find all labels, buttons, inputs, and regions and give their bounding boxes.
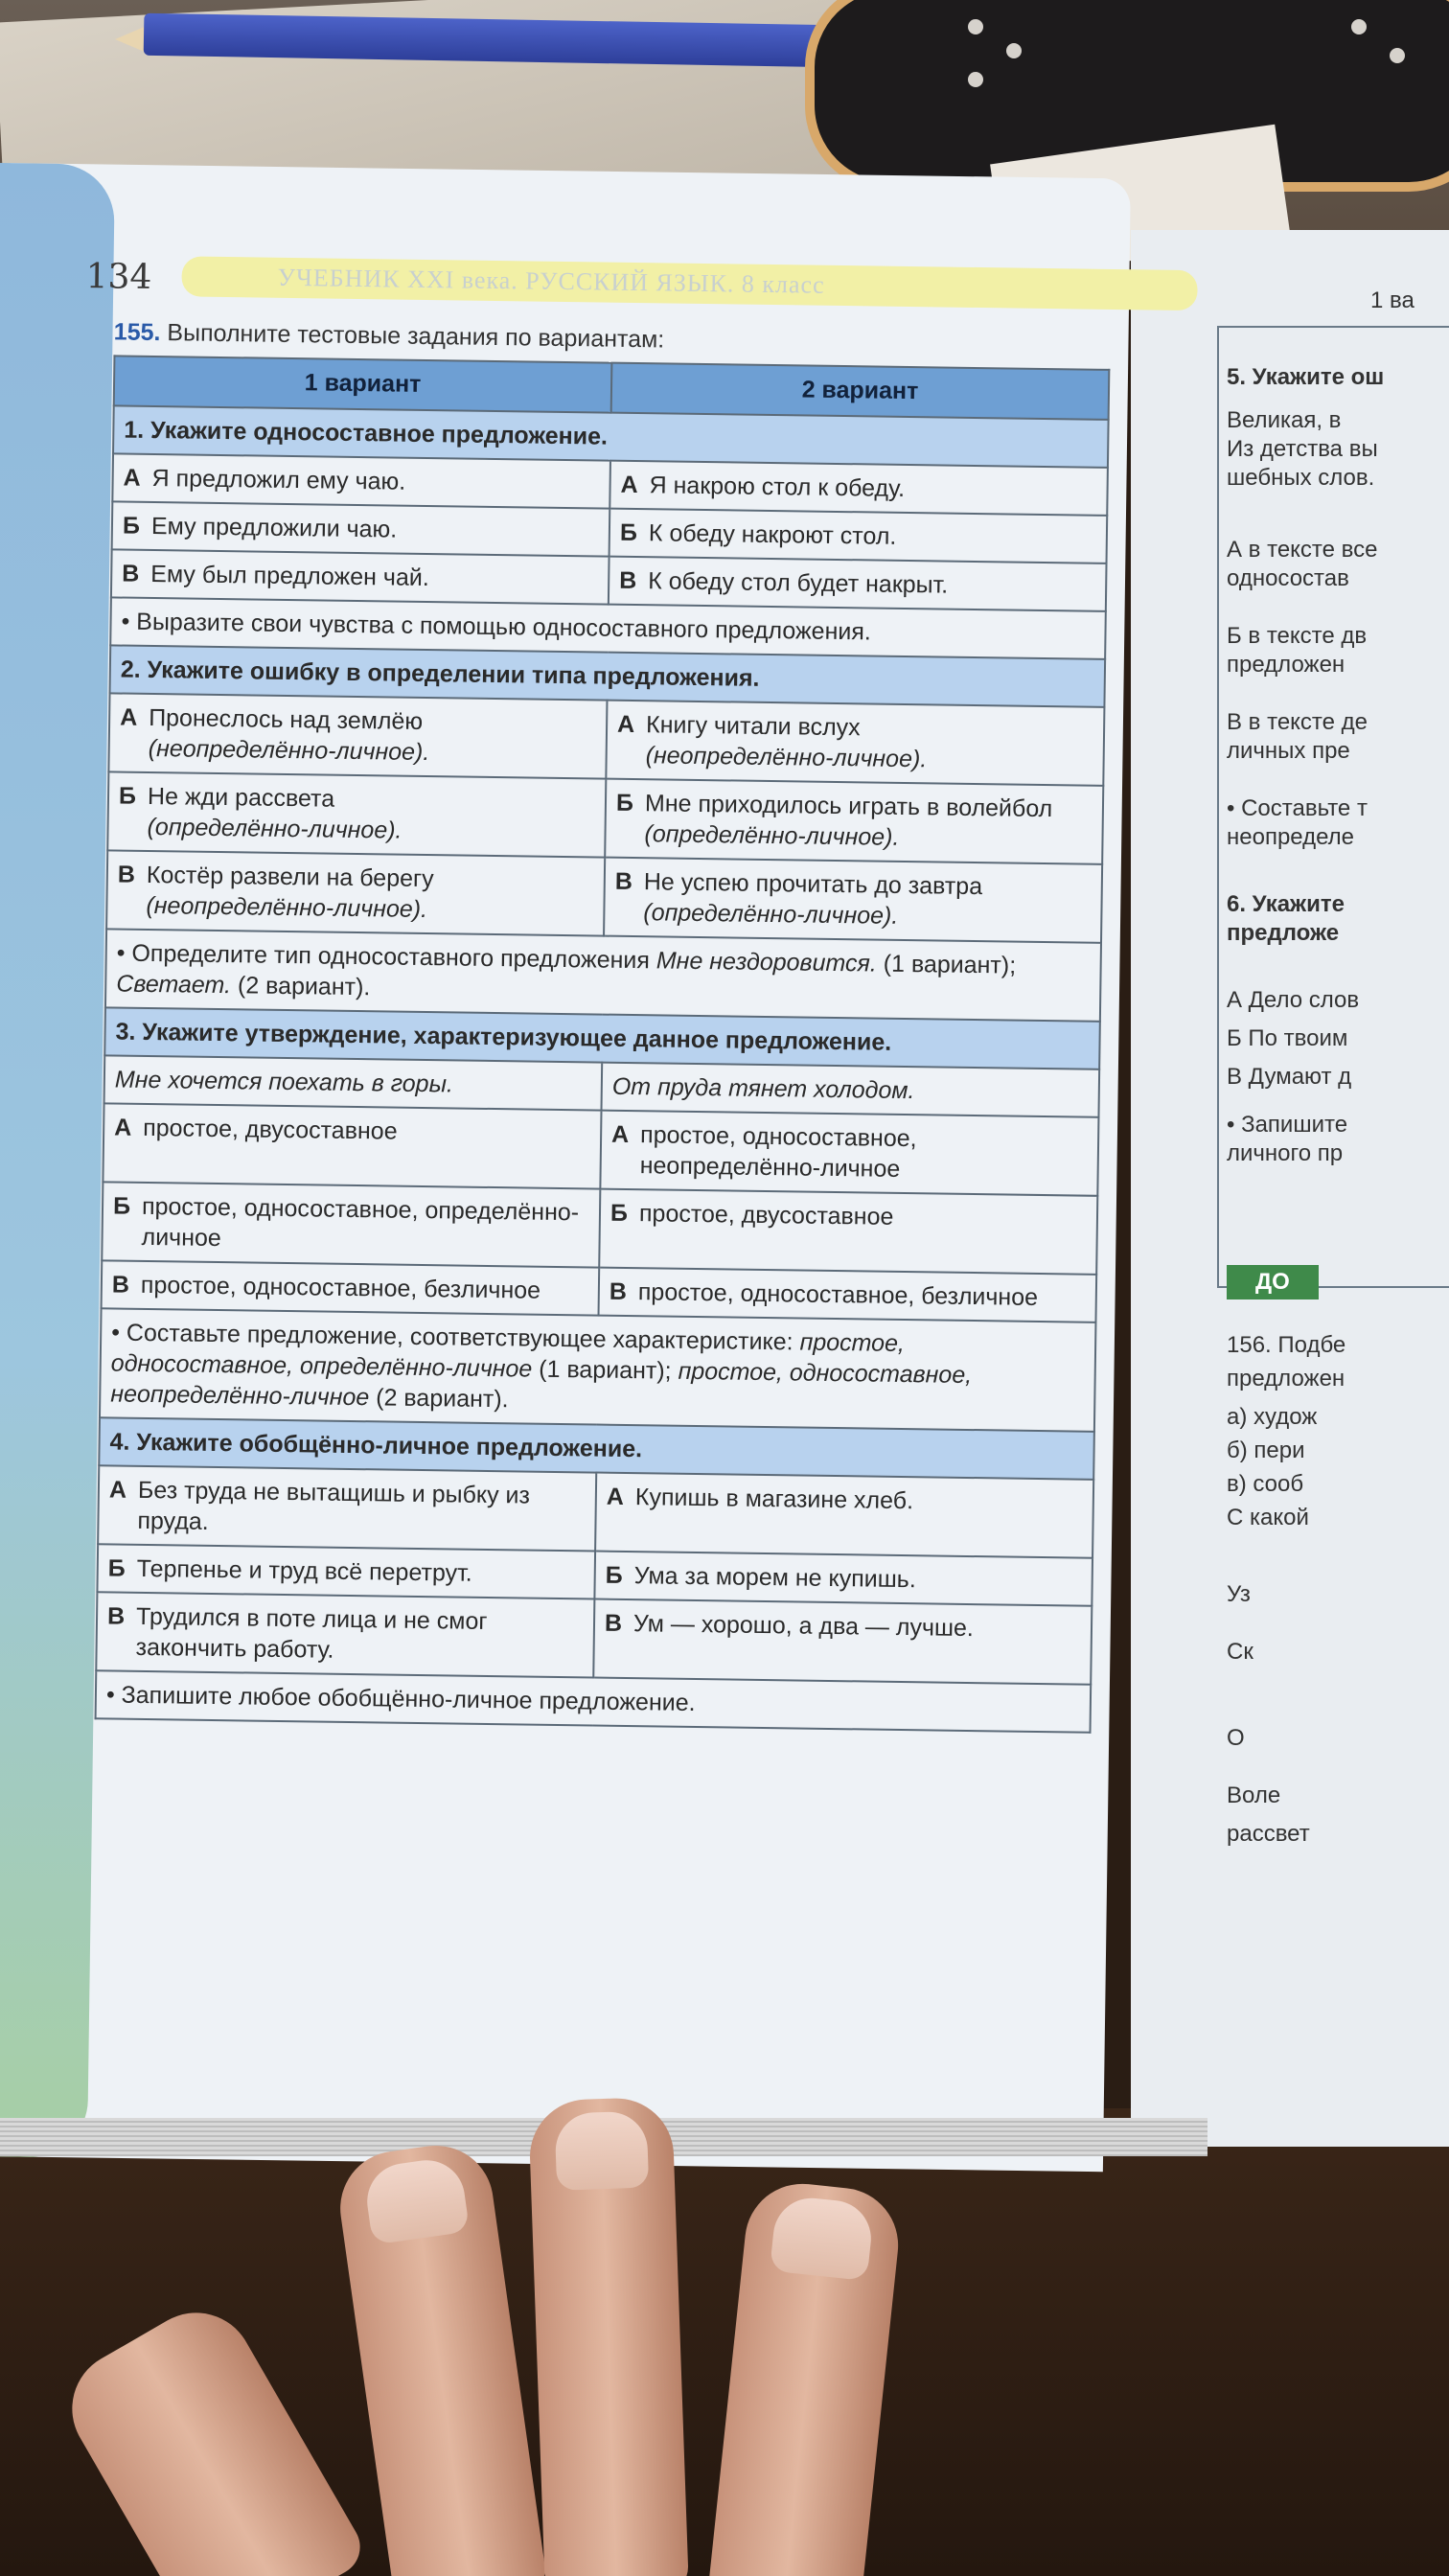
bolt-icon [1006,43,1022,58]
example-sentence: Светает. [116,970,232,1000]
answer-row [106,850,1102,942]
option-text: Я накрою стол к обеду. [649,472,906,502]
option-text: простое, двусоставное [638,1200,894,1230]
right-page-line: личного пр [1227,1140,1344,1166]
answer-row [103,1103,1098,1195]
answer-row [108,693,1104,785]
bullet-text: • Определите тип односоставного предложения [116,939,657,975]
variant2-option [604,858,1102,943]
right-page-line: рассвет [1227,1821,1310,1847]
running-header: УЧЕБНИК XXI века. РУССКИЙ ЯЗЫК. 8 класс [181,256,1197,310]
option-letter: В [111,1271,130,1299]
option-text: Без труда не вытащишь и рыбку из пруда. [137,1476,531,1535]
answer-row [107,771,1103,863]
option-letter: А [606,1483,625,1510]
bolt-icon [968,19,983,34]
option-text: К обеду накроют стол. [648,519,897,550]
variant1-option [103,1103,601,1188]
option-type: (неопределённо-личное). [148,734,430,767]
option-letter: В [619,566,637,595]
option-letter: А [616,710,635,739]
right-page-line: Б в тексте дв [1227,623,1368,649]
right-page-line: ДО [1227,1265,1319,1300]
option-letter: Б [619,518,638,547]
option-text: Мне приходилось играть в волейбол (определённо-личное). [644,790,1053,851]
option-letter: В [609,1277,628,1305]
option-text: Не успею прочитать до завтра (определённо-личное). [643,868,983,930]
variant1-option [97,1544,595,1598]
option-type: (определённо-личное). [643,899,899,930]
right-page-line: Из детства вы [1227,436,1378,462]
option-text: Ему был предложен чай. [150,560,429,592]
fingernail [362,2155,471,2244]
bolt-icon [968,72,983,87]
option-letter: Б [615,789,634,817]
right-page-line: б) пери [1227,1438,1305,1463]
right-page-line: С какой [1227,1505,1309,1530]
option-letter: А [119,703,138,731]
example-sentence: простое, односоставное, определённо-личное [110,1328,906,1383]
right-page-line: шебных слов. [1227,465,1375,491]
option-letter: Б [118,782,137,810]
option-text: Купишь в магазине хлеб. [634,1484,914,1515]
bullet-row [105,929,1101,1021]
option-text: Ум — хорошо, а два — лучше. [632,1610,975,1643]
answer-row [98,1465,1093,1557]
textbook-page [59,249,1121,2180]
right-page-line: 6. Укажите [1227,891,1345,917]
right-page-line: А Дело слов [1227,987,1360,1013]
right-page-line: предложен [1227,652,1346,678]
variant1-option [96,1592,594,1677]
right-page [1131,230,1449,2147]
right-page-line: неопределе [1227,824,1355,850]
option-text: Ему предложили чаю. [150,512,398,543]
test-table [95,355,1111,1733]
option-type: (определённо-личное). [147,813,402,844]
variant1-option [108,693,607,778]
right-page-line: личных пре [1227,738,1350,764]
option-letter: А [114,1114,132,1141]
column-header-2: 2 вариант [611,363,1110,420]
option-letter: Б [610,1199,629,1227]
option-text: простое, односоставное, безличное [140,1271,541,1304]
variant2-option [595,1473,1093,1558]
right-page-line: А в тексте все [1227,537,1378,563]
option-letter: В [117,861,136,888]
option-letter: А [108,1476,127,1504]
option-letter: А [620,471,638,499]
answer-row [96,1592,1092,1684]
right-page-line: 5. Укажите ош [1227,364,1385,390]
question-title: 2. Укажите ошибку в определении типа предложения. [110,645,1106,706]
question-title: 1. Укажите односоставное предложение. [113,405,1109,467]
example-sentence: Мне нездоровится. [656,947,878,978]
variant1-option [107,771,606,857]
bullet-task: • Выразите свои чувства с помощью односоставного предложения. [110,597,1106,658]
option-text: Терпенье и труд всё перетрут. [136,1554,472,1587]
right-page-line: 1 ва [1370,288,1414,313]
fingernail [770,2195,875,2281]
option-type: (неопределённо-личное). [645,742,928,773]
fingernail [554,2110,649,2190]
page-number: 134 [85,256,152,297]
option-text: Костёр развели на берегу (неопределённо-личное). [146,861,434,924]
bullet-text: • Составьте предложение, соответствующее характеристике: [111,1319,800,1356]
bolt-icon [1390,48,1405,63]
variant2-option [600,1111,1098,1196]
option-letter: А [610,1120,630,1148]
bullet-row [100,1308,1095,1431]
option-letter: В [106,1602,126,1630]
option-text: Книгу читали вслух (неопределённо-личное). [645,711,928,773]
variant1-option [102,1182,600,1267]
right-page-line: Воле [1227,1782,1281,1808]
variant2-option [593,1599,1092,1685]
answer-row [102,1182,1097,1274]
right-page-line: Ск [1227,1639,1254,1665]
option-letter: В [122,560,140,587]
bullet-task [105,929,1101,1021]
option-letter: Б [122,512,141,540]
right-page-line: О [1227,1725,1245,1751]
variant2-option [610,461,1108,516]
option-letter: В [604,1609,623,1637]
option-letter: Б [107,1554,126,1582]
option-text: простое, односоставное, безличное [637,1278,1039,1311]
right-page-line: В Думают д [1227,1064,1352,1090]
bullet-text: (2 вариант). [230,972,371,1001]
right-page-line: Великая, в [1227,407,1342,433]
column-header-1: 1 вариант [114,356,612,412]
right-page-line: • Запишите [1227,1112,1348,1138]
variant1-option [98,1465,596,1551]
option-text: Ума за морем не купишь. [633,1562,916,1594]
bullet-task [100,1308,1095,1431]
right-page-line: предложе [1227,920,1340,946]
variant1-option [106,850,605,935]
option-text: простое, односоставное, определённо-личное [141,1192,580,1253]
option-text: Трудился в поте лица и не смог закончить работу. [135,1602,488,1664]
option-letter: Б [112,1192,131,1220]
right-page-line: односостав [1227,565,1349,591]
right-page-line: в) сооб [1227,1471,1304,1497]
variant1-option [112,501,610,556]
example-sentence: простое, односоставное, неопределённо-личное [110,1357,973,1412]
bullet-task: • Запишите любое обобщённо-личное предложение. [96,1670,1092,1732]
task-text: Выполните тестовые задания по вариантам: [167,319,665,354]
option-text: простое, односоставное, неопределённо-личное [639,1121,917,1183]
right-page-line: а) худож [1227,1404,1318,1430]
option-text: Пронеслось над землёю (неопределённо-личное). [148,703,430,767]
variant1-option [111,549,610,604]
right-page-line: 156. Подбе [1227,1332,1346,1358]
variant2-option [609,557,1107,611]
variant2-option [610,509,1108,564]
variant2-option [606,701,1104,786]
bullet-text: (1 вариант); [876,950,1017,979]
right-page-line: Уз [1227,1581,1251,1607]
bullet-text: (1 вариант); [532,1355,678,1385]
variant1-option [102,1260,600,1315]
option-text: Я предложил ему чаю. [151,464,406,495]
question-title: 4. Укажите обобщённо-личное предложение. [99,1417,1094,1479]
question-title: 3. Укажите утверждение, характеризующее данное предложение. [104,1007,1100,1069]
option-text: простое, двусоставное [143,1114,398,1145]
option-type: (неопределённо-личное). [146,891,428,924]
finger [528,2097,689,2576]
right-page-line: предложен [1227,1366,1346,1392]
option-text: Не жди рассвета (определённо-личное). [147,782,402,844]
right-page-line: Б По твоим [1227,1025,1348,1051]
option-letter: А [123,464,141,492]
variant2-option [605,779,1103,864]
bolt-icon [1351,19,1367,34]
option-letter: Б [605,1561,623,1589]
variant2-sentence: От пруда тянет холодом. [602,1063,1100,1117]
option-text: К обеду стол будет накрыт. [648,567,949,599]
variant2-option [599,1189,1097,1275]
right-page-line: • Составьте т [1227,795,1368,821]
variant2-option [594,1552,1092,1606]
variant2-option [599,1268,1097,1322]
option-type: (определённо-личное). [644,820,900,851]
variant1-option [112,453,610,508]
right-page-line: В в тексте де [1227,709,1368,735]
task-heading [114,318,665,354]
variant1-sentence: Мне хочется поехать в горы. [104,1055,603,1110]
bullet-text: (2 вариант). [369,1384,509,1414]
option-letter: В [614,867,633,896]
task-number: 155. [113,318,161,347]
